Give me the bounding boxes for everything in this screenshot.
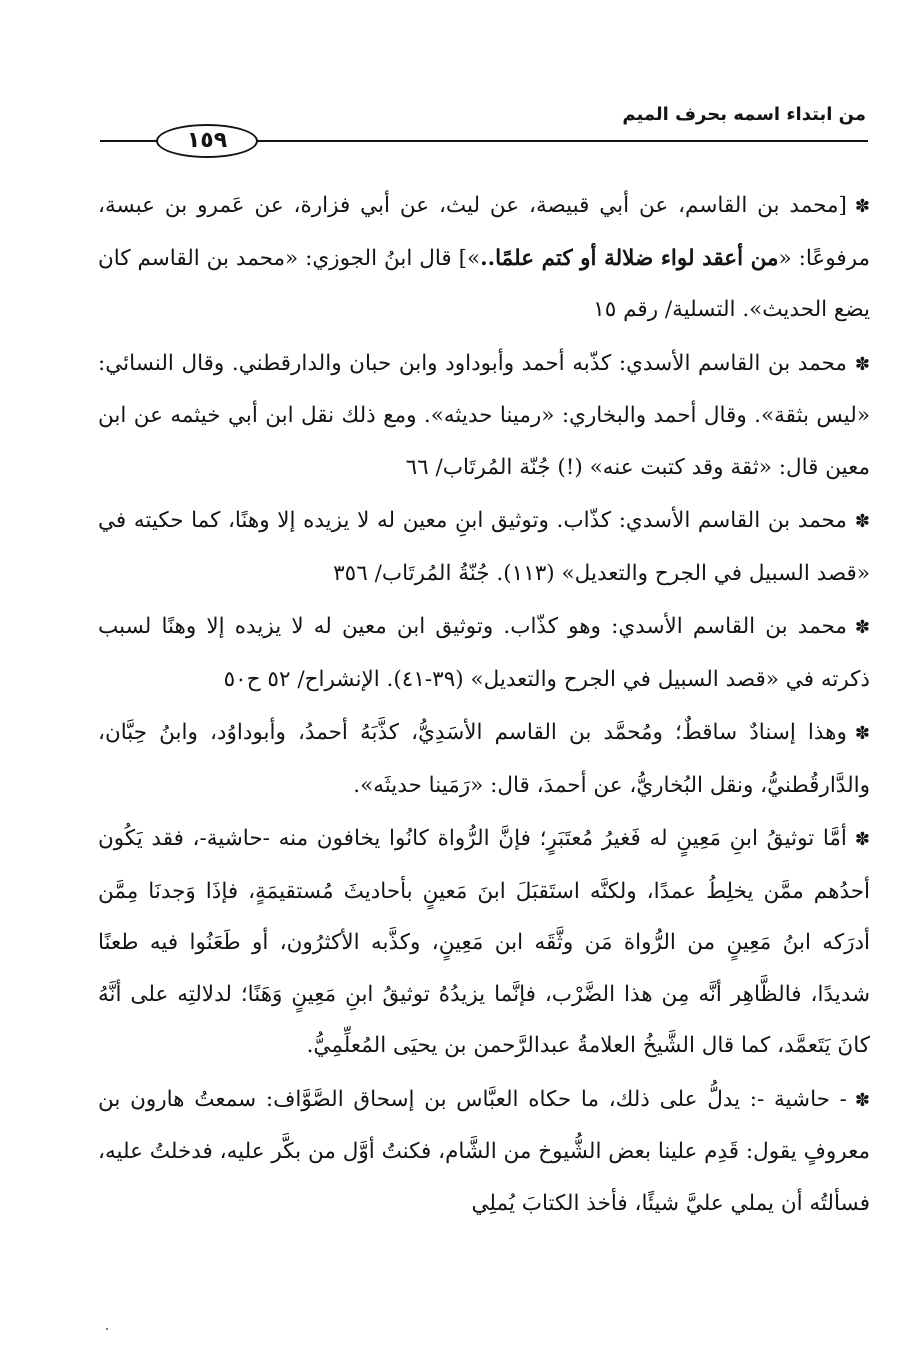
scan-speck — [106, 1328, 108, 1330]
entry-1 — [98, 180, 870, 336]
entry-2-text: محمد بن القاسم الأسدي: كذّبه أحمد وأبوداود وابن حبان والدارقطني. وقال النسائي: «ليس بثقة». وقال أحمد والبخاري: «رمينا حديثه». ومع ذلك نقل ابن أبي خيثمه عن ابن معين قال: «ثقة وقد كتبت عنه» (!) جُنّة المُرتَاب/ ٦٦ — [98, 350, 870, 480]
star-bullet-icon: ✽ — [854, 723, 870, 744]
star-bullet-icon: ✽ — [854, 617, 870, 638]
running-title: من ابتداء اسمه بحرف الميم — [622, 104, 866, 125]
entry-5 — [98, 707, 870, 811]
star-bullet-icon: ✽ — [854, 511, 870, 532]
page-header — [100, 100, 868, 160]
entry-3 — [98, 495, 870, 599]
star-bullet-icon: ✽ — [854, 1089, 870, 1111]
star-bullet-icon: ✽ — [854, 196, 870, 217]
entry-7-text: - حاشية -: يدلُّ على ذلك، ما حكاه العبَّاس بن إسحاق الصَّوَّاف: سمعتُ هارون بن معروفٍ يقول: قَدِم علينا بعض الشُّيوخ من الشَّام، فكنتُ أوَّل من بكَّر عليه، فدخلتُ عليه، فسألتُه أن يملي عليَّ شيئًا، فأخذ الكتابَ يُملِي — [98, 1086, 870, 1216]
entry-1-text-c: »] قال ابنُ الجوزي: «محمد بن القاسم كان يضع الحديث». التسلية/ رقم ١٥ — [98, 245, 870, 322]
entry-3-text: محمد بن القاسم الأسدي: كذّاب. وتوثيق ابنِ معين له لا يزيده إلا وهنًا، كما حكيته في «قصد السبيل في الجرح والتعديل» (١١٣). جُنّةُ المُرتَاب/ ٣٥٦ — [98, 508, 870, 586]
star-bullet-icon: ✽ — [854, 829, 870, 850]
entry-6 — [98, 813, 870, 1072]
entry-7 — [98, 1074, 870, 1230]
entry-4 — [98, 601, 870, 705]
star-bullet-icon: ✽ — [854, 353, 870, 375]
entry-4-text: محمد بن القاسم الأسدي: وهو كذّاب. وتوثيق ابن معين له لا يزيده إلا وهنًا لسبب ذكرته في «قصد السبيل في الجرح والتعديل» (٣٩-٤١). الإنشراح/ ٥٢ ح٥٠ — [98, 614, 870, 692]
entry-2 — [98, 338, 870, 494]
entry-6-text: أمَّا توثيقُ ابنِ مَعِينٍ له فَغيرُ مُعتَبَرٍ؛ فإنَّ الرُّواة كانُوا يخافون منه -حاشية-، فقد يَكُون أحدُهم ممَّن يخلِطُ عمدًا، ولكنَّه استَقبَلَ ابنَ مَعينٍ بأحاديثَ مُستقيمَةٍ، فإذَا وَجدنَا مِمَّن أدرَكه ابنُ مَعِينٍ من الرُّواة مَن وثَّقَه ابن مَعِينٍ، وكذَّبه الأكثرُون، أو طَعَنُوا فيه طعنًا شديدًا، فالظَّاهِر أنَّه مِن هذا الضَّرْب، فإنَّما يزيدُهُ توثيقُ ابنِ مَعِينٍ وَهَنًا؛ لدلالتِه على أنَّهُ كانَ يَتَعمَّد، كما قال الشَّيخُ العلامةُ عبدالرَّحمن بن يحيَى المُعلِّمِيُّ. — [98, 826, 870, 1058]
entry-1-hadith-text: من أعقد لواء ضلالة أو كتم علمًا.. — [480, 245, 779, 271]
page-body — [98, 180, 870, 1229]
entry-1-text-a: [محمد بن القاسم، عن أبي قبيصة، عن ليث، عن أبي فزارة، عن عَمرو بن عبسة، مرفوعًا: « — [98, 193, 870, 271]
entry-5-text: وهذا إسنادٌ ساقطٌ؛ ومُحمَّد بن القاسم الأسَدِيُّ، كذَّبَهُ أحمدُ، وأبوداوُد، وابنُ حِبَّان، والدَّارقُطنيُّ، ونقل البُخاريُّ، عن أحمدَ، قال: «رَمَينا حديثَه». — [98, 720, 870, 798]
page-number: ١٥٩ — [156, 124, 258, 158]
